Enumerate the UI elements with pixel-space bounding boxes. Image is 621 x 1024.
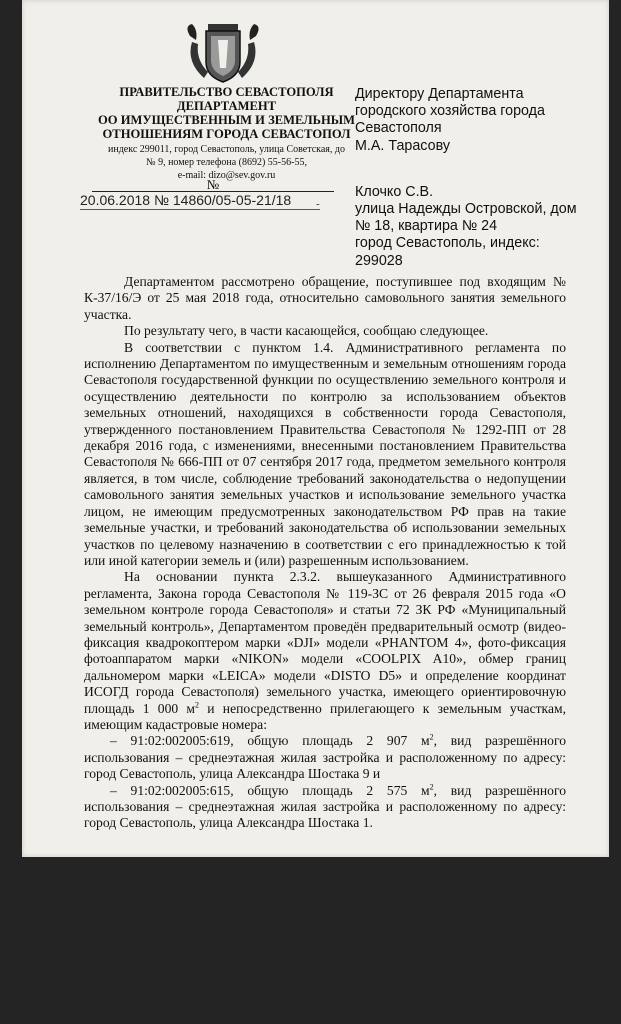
paragraph-appeal: Департаментом рассмотрено обращение, поступившее под входящим № К-37/16/Э от 25 мая 2018 года, относительно самовольного занятия земельного участка.: [84, 274, 566, 322]
list-item-plot-615: – 91:02:002005:615, общую площадь 2 575 $м^2$, вид разрешённого использования – среднеэтажная жилая застройка и расположенному по адресу: город Севастополь, улица Александра Шостака 1.: [84, 782, 567, 831]
recipient-line: Директору Департамента: [355, 86, 524, 102]
superscript-2: 2: [195, 700, 200, 710]
sender-address-line1: индекс 299011, город Севастополь, улица Советская, до: [108, 144, 345, 155]
sender-email: e-mail: dizo@sev.gov.ru: [177, 170, 276, 181]
letter-page: [22, 0, 609, 857]
department-label: ДЕПАРТАМЕНТ: [176, 99, 277, 113]
reference-dash: -: [316, 198, 320, 210]
department-name-line2: ОТНОШЕНИЯМ ГОРОДА СЕВАСТОПОЛ: [102, 127, 351, 141]
copy-recipient-line: № 18, квартира № 24: [355, 218, 498, 235]
date-and-reference-number: 20.06.2018 № 14860/05-05-21/18: [80, 192, 320, 210]
recipient-block: [355, 86, 595, 270]
letter-body: [84, 274, 566, 832]
recipient-line: городского хозяйства города: [355, 103, 545, 120]
copy-recipient-line: 299028: [355, 252, 403, 269]
copy-recipient-line: Клочко С.В.: [355, 183, 434, 200]
copy-recipient-line: улица Надежды Островской, дом: [355, 201, 577, 218]
department-name-line1: ОО ИМУЩЕСТВЕННЫМ И ЗЕМЕЛЬНЫМ: [97, 113, 356, 127]
government-name: ПРАВИТЕЛЬСТВО СЕВАСТОПОЛЯ: [119, 85, 334, 99]
sender-block: [74, 85, 379, 182]
sender-address-line2: № 9, номер телефона (8692) 55-56-55,: [146, 157, 307, 168]
copy-recipient-line: город Севастополь, индекс:: [355, 235, 540, 252]
number-field: №: [92, 178, 334, 192]
paragraph-inspection: На основании пункта 2.3.2. вышеуказанного Административного регламента, Закона города Севастополя № 119-ЗС от 26 февраля 2015 года «О земельном контроле города Севастополя» и статьи 72 ЗК РФ «Муниципальный земельный контроль», Департаментом проведён предварительный осмотр (видео-фиксация квадрокоптером марки «DJI» модели «PHANTOM 4», фото-фиксация фотоаппаратом марки «NIKON» модели «COOLPIX A10», обмер границ дальномером марки «LEICA» модели «DISTO D5» и определение координат ИСОГД города Севастополя) земельного участка, имеющего ориентировочную площадь 1 000 $м^2$ и непосредственно прилегающего к земельным участкам, имеющим кадастровые номера:: [84, 569, 566, 732]
recipient-line: М.А. Тарасову: [355, 137, 450, 154]
list-item-plot-619: – 91:02:002005:619, общую площадь 2 907 $м^2$, вид разрешённого использования – среднеэтажная жилая застройка и расположенному по адресу: город Севастополь, улица Александра Шостака 9 и: [84, 732, 567, 782]
recipient-line: Севастополя: [355, 120, 442, 137]
paragraph-intro: По результату чего, в части касающейся, сообщаю следующее.: [124, 323, 489, 339]
sevastopol-coat-of-arms-icon: [182, 22, 264, 84]
paragraph-regulation: В соответствии с пунктом 1.4. Административного регламента по исполнению Департаментом по имущественным и земельным отношениям города Севастополя государственной функции по осуществлению земельного контроля и осуществлению деятельности по контролю за использованием объектов земельных отношений, находящихся в собственности города Севастополя, утвержденного постановлением Правительства Севастополя № 1292-ПП от 28 декабря 2016 года, с изменениями, внесенными постановлением Правительства Севастополя № 666-ПП от 07 сентября 2017 года, предметом земельного контроля является, в том числе, соблюдение требований законодательства о недопущении самовольного занятия земельных участков и использование земельного участка лицом, не имеющим предусмотренных законодательством РФ прав на такие земельные участки, и требований законодательства об использовании земельных участков по целевому назначению в соответствии с его принадлежностью к той или иной категории земель и (или) разрешенным использованием.: [84, 339, 566, 568]
